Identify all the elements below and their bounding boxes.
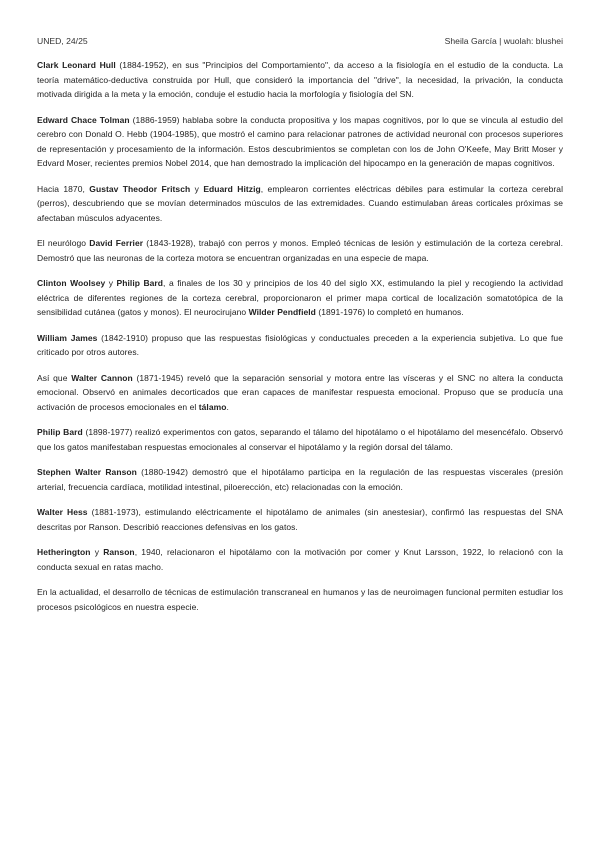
bold-name: Walter Hess [37, 507, 88, 517]
bold-name: Wilder Pendfield [248, 307, 316, 317]
bold-name: Hetherington [37, 547, 91, 557]
text-run: Hacia 1870, [37, 183, 90, 194]
page-header [37, 36, 563, 48]
bold-name: David Ferrier [89, 238, 144, 248]
bold-name: Gustav Theodor Fritsch [89, 183, 191, 194]
paragraph [37, 371, 563, 415]
text-run: y [90, 547, 104, 557]
text-run: (1843-1928), trabajó con perros y monos. Empleó técnicas de lesión y estimulación de la corteza cerebral. Demostró que las neuronas de la corteza motora se encuentran organizadas en una especie de mapa. [37, 238, 563, 263]
text-run: (1891-1976) lo completó en humanos. [315, 307, 464, 317]
text-run: , 1940, relacionaron el hipotálamo con la motivación por comer y Knut Larsson, 1922, lo relacionó con la conducta sexual en ratas macho. [37, 547, 564, 572]
bold-name: Philip Bard [116, 278, 164, 288]
text-run: El neurólogo [37, 238, 90, 248]
bold-name: tálamo [198, 401, 227, 412]
paragraph [37, 545, 563, 574]
paragraph [37, 58, 563, 102]
text-run: (1881-1973), estimulando eléctricamente el hipotálamo de animales (sin anestesiar), confirmó las respuestas del SNA descritas por Ranson. Describió reacciones defensivas en los gatos. [37, 507, 563, 532]
document-body [37, 58, 563, 614]
text-run: Así que [37, 372, 72, 383]
text-run: (1898-1977) realizó experimentos con gatos, separando el tálamo del hipotálamo o el hipotálamo del mesencéfalo. Observó que los gatos manifestaban respuestas emocionales al conservar el hipotálamo y la región dorsal del tálamo. [37, 427, 563, 452]
paragraph [37, 331, 563, 360]
header-right: Sheila García | wuolah: blushei [444, 36, 563, 46]
text-run: (1880-1942) demostró que el hipotálamo participa en la regulación de las respuestas viscerales (presión arterial, frecuencia cardíaca, motilidad intestinal, piloerección, etc) relacionadas con la emoción. [37, 467, 563, 492]
bold-name: Clinton Woolsey [37, 278, 106, 288]
text-run: (1842-1910) propuso que las respuestas fisiológicas y conductuales preceden a la experiencia subjetiva. Lo que fue criticado por otros autores. [37, 332, 563, 357]
paragraph [37, 182, 563, 226]
bold-name: Walter Cannon [71, 372, 133, 383]
bold-name: Eduard Hitzig [203, 183, 261, 194]
bold-name: Philip Bard [37, 427, 83, 437]
bold-name: William James [37, 332, 98, 343]
bold-name: Edward Chace Tolman [37, 114, 130, 125]
text-run: . [226, 401, 229, 412]
text-run: En la actualidad, el desarrollo de técnicas de estimulación transcraneal en humanos y las de neuroimagen funcional permiten estudiar los procesos psicológicos en nuestra especie. [37, 587, 563, 612]
header-left: UNED, 24/25 [37, 36, 88, 46]
paragraph [37, 425, 563, 454]
text-run: , emplearon corrientes eléctricas débiles para estimular la corteza cerebral (perros), descubriendo que se movían determinados músculos de las extremidades. Cuando estimulaban áreas corticales próximas se afectaban músculos adyacentes. [37, 183, 564, 223]
text-run: , a finales de los 30 y principios de los 40 del siglo XX, estimulando la piel y recogiendo la actividad eléctrica de diferentes regiones de la corteza cerebral, proporcionaron el primer mapa cortical de localización somatotópica de la sensibilidad cutánea (gatos y monos). El neurocirujano [37, 278, 564, 317]
paragraph [37, 236, 563, 265]
bold-name: Ranson [103, 547, 135, 557]
paragraph [37, 113, 563, 171]
text-run: (1871-1945) reveló que la separación sensorial y motora entre las vísceras y el SNC no altera la conducta emocional. Observó en animales decorticados que eran capaces de manifestar respuesta emocional. Propuso que se producía una activación de procesos emocionales en el [37, 372, 563, 412]
bold-name: Clark Leonard Hull [37, 60, 116, 70]
paragraph [37, 465, 563, 494]
paragraph [37, 276, 563, 320]
paragraph [37, 585, 563, 614]
text-run: y [105, 278, 117, 288]
text-run: (1886-1959) hablaba sobre la conducta propositiva y los mapas cognitivos, por lo que se vincula al estudio del cerebro con Donald O. Hebb (1904-1985), que mostró el camino para relacionar patrones de actividad neuronal con procesos superiores de representación y procesamiento de la información. Estos descubrimientos se completan con los de John O'Keefe, May Britt Moser y Edvard Moser, recientes premios Nobel 2014, que han demostrado la implicación del hipocampo en la generación de mapas cognitivos. [37, 114, 563, 168]
paragraph [37, 505, 563, 534]
text-run: (1884-1952), en sus "Principios del Comportamiento", da acceso a la fisiología en el estudio de la conducta. La teoría matemático-deductiva construida por Hull, que consideró la importancia del "drive", la necesidad, la privación, la conducta motivada dirigida a la meta y la emoción, conduje el estudio hacia la morfología y fisiología del SN. [37, 60, 563, 99]
text-run: y [190, 183, 204, 194]
bold-name: Stephen Walter Ranson [37, 467, 137, 477]
